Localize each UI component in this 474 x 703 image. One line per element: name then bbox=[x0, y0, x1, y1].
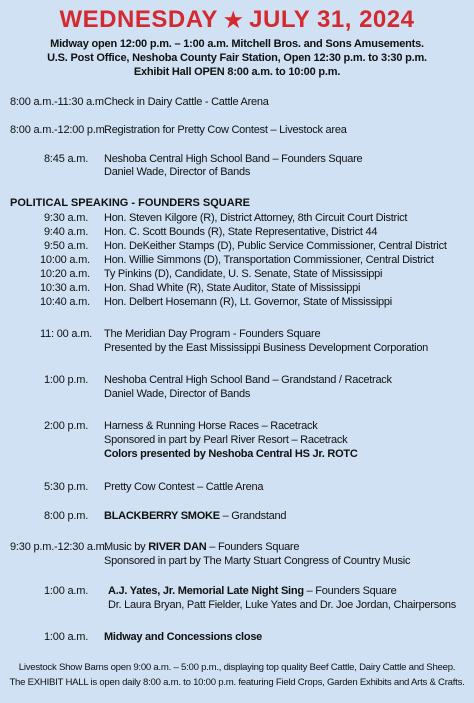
event-time: 11: 00 a.m. bbox=[40, 328, 93, 340]
event-desc: Hon. Shad White (R), State Auditor, State of Mississippi bbox=[104, 282, 361, 294]
event-desc: Neshoba Central High School Band – Founders Square bbox=[104, 153, 363, 165]
schedule-row bbox=[0, 282, 474, 296]
event-time: 10:00 a.m. bbox=[40, 254, 90, 266]
event-desc: Registration for Pretty Cow Contest – Livestock area bbox=[104, 124, 347, 136]
event-time: 9:50 a.m. bbox=[44, 240, 89, 252]
performer-name: RIVER DAN bbox=[148, 541, 207, 553]
schedule-row bbox=[0, 296, 474, 310]
event-time: 8:00 p.m. bbox=[44, 510, 89, 522]
day-title: WEDNESDAY bbox=[59, 6, 218, 33]
event-time: 8:00 a.m.-11:30 a.m bbox=[10, 96, 104, 108]
footer-exhibit-hall: The EXHIBIT HALL is open daily 8:00 a.m. to 10:00 p.m. featuring Field Crops, Garden Exhibits and Arts & Crafts. bbox=[9, 677, 465, 688]
schedule-row bbox=[0, 268, 474, 282]
event-location: – Founders Square bbox=[303, 585, 397, 597]
event-desc bbox=[108, 585, 397, 597]
event-desc: The Meridian Day Program - Founders Square bbox=[104, 328, 321, 340]
event-desc: Pretty Cow Contest – Cattle Arena bbox=[104, 481, 264, 493]
event-desc-3: Colors presented by Neshoba Central HS Jr. ROTC bbox=[104, 448, 358, 460]
performer-name: BLACKBERRY SMOKE bbox=[104, 510, 220, 522]
schedule-row bbox=[0, 541, 474, 555]
event-location: – Grandstand bbox=[219, 510, 287, 522]
header-line-exhibit-hall: Exhibit Hall OPEN 8:00 a.m. to 10:00 p.m. bbox=[133, 66, 341, 78]
event-desc-2: Daniel Wade, Director of Bands bbox=[104, 388, 251, 400]
footer-livestock: Livestock Show Barns open 9:00 a.m. – 5:00 p.m., displaying top quality Beef Cattle, Dairy Cattle and Sheep. bbox=[18, 662, 456, 673]
event-time: 9:40 a.m. bbox=[44, 226, 89, 238]
schedule-row bbox=[0, 226, 474, 240]
event-desc: Hon. Delbert Hosemann (R), Lt. Governor, State of Mississippi bbox=[104, 296, 392, 308]
header-line-midway: Midway open 12:00 p.m. – 1:00 a.m. Mitchell Bros. and Sons Amusements. bbox=[50, 38, 424, 50]
schedule-row bbox=[0, 481, 474, 495]
schedule-row bbox=[0, 328, 474, 342]
schedule-row bbox=[0, 631, 474, 645]
event-desc: Neshoba Central High School Band – Grandstand / Racetrack bbox=[104, 374, 392, 386]
event-time: 10:20 a.m. bbox=[40, 268, 90, 280]
header-line-post-office: U.S. Post Office, Neshoba County Fair Station, Open 12:30 p.m. to 3:30 p.m. bbox=[47, 52, 427, 64]
event-prefix: Music by bbox=[104, 541, 149, 553]
schedule-row bbox=[0, 240, 474, 254]
schedule-row bbox=[0, 153, 474, 167]
event-time: 10:30 a.m. bbox=[40, 282, 90, 294]
event-desc: Hon. Steven Kilgore (R), District Attorney, 8th Circuit Court District bbox=[104, 212, 408, 224]
event-desc bbox=[104, 541, 299, 553]
event-time: 9:30 p.m.-12:30 a.m. bbox=[10, 541, 108, 553]
event-desc-2: Dr. Laura Bryan, Patt Fielder, Luke Yates and Dr. Joe Jordan, Chairpersons bbox=[108, 599, 456, 611]
event-desc-2: Sponsored in part by Pearl River Resort – Racetrack bbox=[104, 434, 348, 446]
event-desc-2: Daniel Wade, Director of Bands bbox=[104, 166, 251, 178]
event-desc: Hon. DeKeither Stamps (D), Public Service Commissioner, Central District bbox=[104, 240, 447, 252]
page-title bbox=[0, 6, 474, 34]
schedule-row bbox=[0, 420, 474, 434]
event-time: 8:00 a.m.-12:00 p.m. bbox=[10, 124, 108, 136]
schedule-row bbox=[0, 96, 474, 110]
event-desc bbox=[104, 510, 286, 522]
schedule-row bbox=[0, 212, 474, 226]
schedule-row bbox=[0, 510, 474, 524]
event-desc: Check in Dairy Cattle - Cattle Arena bbox=[104, 96, 269, 108]
star-icon: ★ bbox=[223, 9, 244, 32]
event-desc: Ty Pinkins (D), Candidate, U. S. Senate, State of Mississippi bbox=[104, 268, 383, 280]
event-location: – Founders Square bbox=[206, 541, 300, 553]
schedule-row bbox=[0, 585, 474, 599]
event-time: 10:40 a.m. bbox=[40, 296, 90, 308]
schedule-row bbox=[0, 254, 474, 268]
section-heading-political: POLITICAL SPEAKING - FOUNDERS SQUARE bbox=[10, 197, 250, 209]
event-desc: Hon. Willie Simmons (D), Transportation Commissioner, Central District bbox=[104, 254, 434, 266]
schedule-row bbox=[0, 374, 474, 388]
event-time: 8:45 a.m. bbox=[44, 153, 89, 165]
event-time: 1:00 p.m. bbox=[44, 374, 89, 386]
event-time: 2:00 p.m. bbox=[44, 420, 89, 432]
schedule-row bbox=[0, 124, 474, 138]
event-desc-2: Sponsored in part by The Marty Stuart Congress of Country Music bbox=[104, 555, 411, 567]
event-time: 9:30 a.m. bbox=[44, 212, 89, 224]
date-title: JULY 31, 2024 bbox=[249, 6, 415, 33]
event-time: 5:30 p.m. bbox=[44, 481, 89, 493]
event-desc-2: Presented by the East Mississippi Business Development Corporation bbox=[104, 342, 429, 354]
event-title: A.J. Yates, Jr. Memorial Late Night Sing bbox=[108, 585, 304, 597]
event-desc: Hon. C. Scott Bounds (R), State Representative, District 44 bbox=[104, 226, 378, 238]
event-desc: Midway and Concessions close bbox=[104, 631, 263, 643]
event-desc: Harness & Running Horse Races – Racetrack bbox=[104, 420, 318, 432]
event-time: 1:00 a.m. bbox=[44, 585, 89, 597]
event-time: 1:00 a.m. bbox=[44, 631, 89, 643]
